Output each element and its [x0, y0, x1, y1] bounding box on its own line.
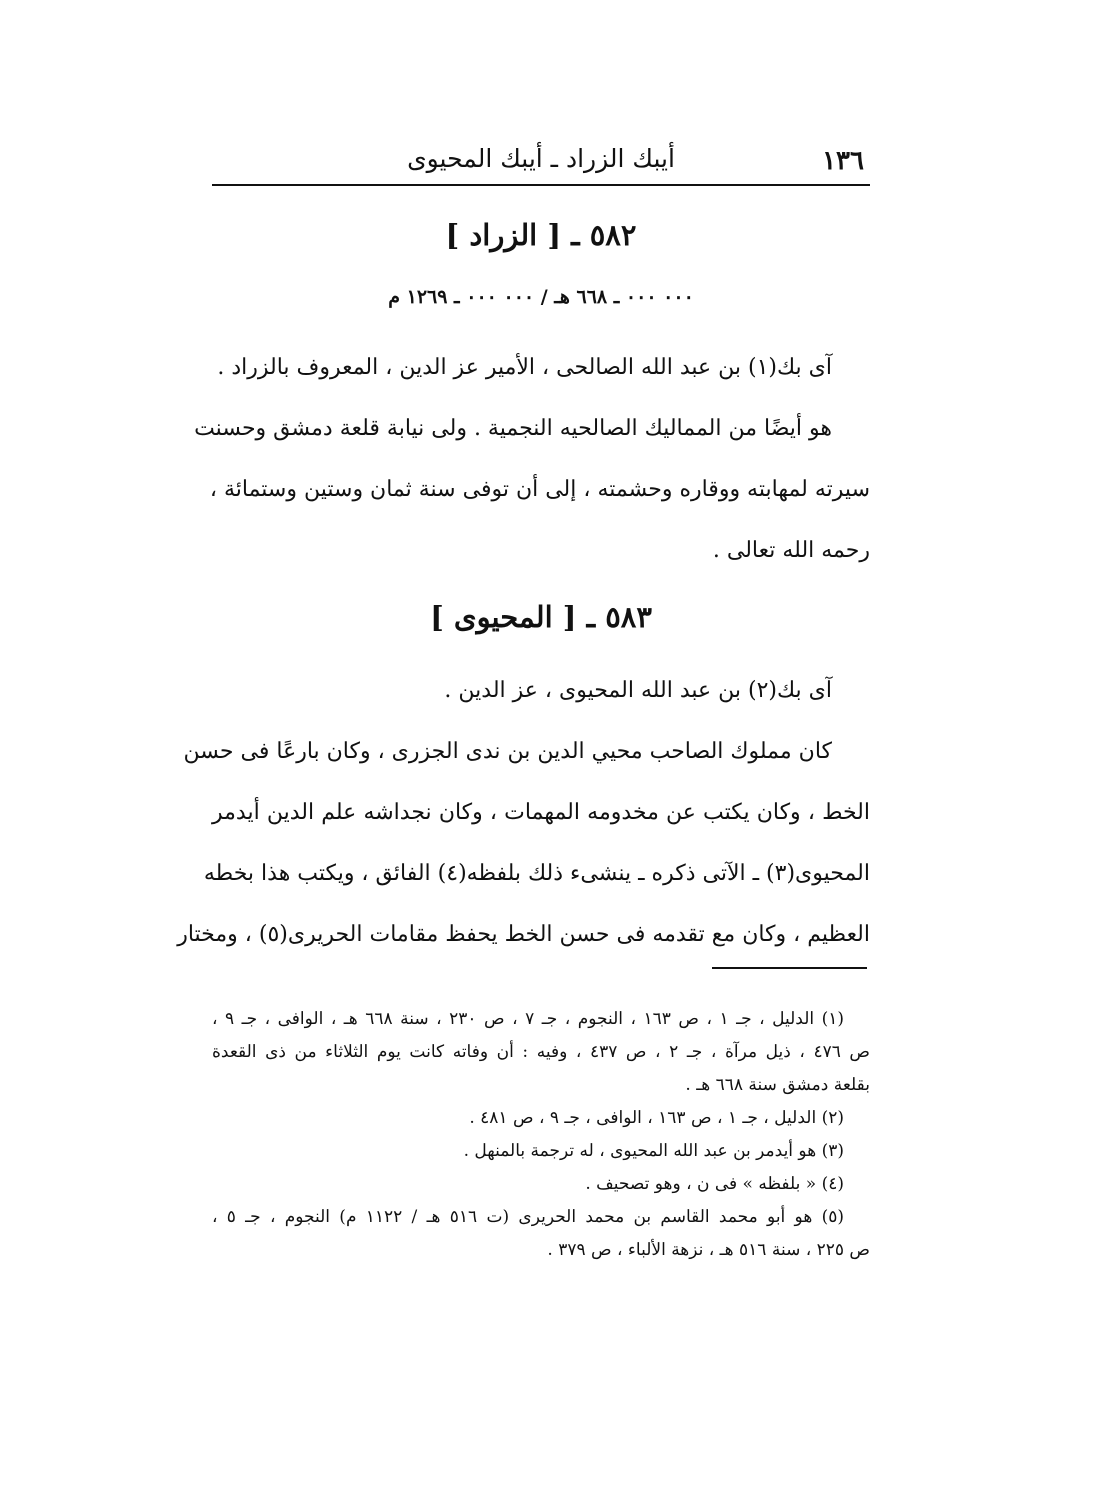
footnote-1-line: (١) الدليل ، جـ ١ ، ص ١٦٣ ، النجوم ، جـ ٧ ، ص ٢٣٠ ، سنة ٦٦٨ هـ ، الوافى ، جـ ٩ ، — [212, 1009, 845, 1029]
footnote-3: (٣) هو أيدمر بن عبد الله المحيوى ، له ترجمة بالمنهل . — [463, 1141, 844, 1161]
footnote-1-line: بقلعة دمشق سنة ٦٦٨ هـ . — [685, 1075, 870, 1095]
entry-583-name-line: آى بك(٢) بن عبد الله المحيوى ، عز الدين . — [444, 678, 832, 703]
entry-583-body-line: الخط ، وكان يكتب عن مخدومه المهمات ، وكان نجداشه علم الدين أيدمر — [212, 800, 870, 825]
footnote-1-line: ص ٤٧٦ ، ذيل مرآة ، جـ ٢ ، ص ٤٣٧ ، وفيه : أن وفاته كانت يوم الثلاثاء من ذى القعدة — [212, 1042, 870, 1062]
entry-583-body-line: العظيم ، وكان مع تقدمه فى حسن الخط يحفظ مقامات الحريرى(٥) ، ومختار — [177, 922, 870, 947]
entry-582-dates: ٠٠٠ ٠٠٠ ـ ٦٦٨ هـ / ٠٠٠ ٠٠٠ ـ ١٢٦٩ م — [388, 286, 694, 308]
running-title: أيبك الزراد ـ أيبك المحيوى — [407, 144, 675, 173]
footnote-5-line: ص ٢٢٥ ، سنة ٥١٦ هـ ، نزهة الألباء ، ص ٣٧٩ . — [547, 1240, 870, 1260]
page-header — [212, 140, 870, 186]
entry-583-title: ٥٨٣ ـ [ المحيوى ] — [430, 600, 652, 634]
entry-582-title: ٥٨٢ ـ [ الزراد ] — [445, 218, 637, 252]
footnote-5-line: (٥) هو أبو محمد القاسم بن محمد الحريرى (ت ٥١٦ هـ / ١١٢٢ م) النجوم ، جـ ٥ ، — [212, 1207, 844, 1227]
entry-582-body-line: سيرته لمهابته ووقاره وحشمته ، إلى أن توفى سنة ثمان وستين وستمائة ، — [209, 477, 870, 502]
footnote-2: (٢) الدليل ، جـ ١ ، ص ١٦٣ ، الوافى ، جـ ٩ ، ص ٤٨١ . — [469, 1108, 844, 1128]
footnote-separator — [712, 967, 867, 969]
page-number: ١٣٦ — [822, 146, 864, 176]
entry-582-name-line: آى بك(١) بن عبد الله الصالحى ، الأمير عز الدين ، المعروف بالزراد . — [217, 355, 832, 380]
entry-583-body-line: كان مملوك الصاحب محيي الدين بن ندى الجزرى ، وكان بارعًا فى حسن — [183, 739, 832, 764]
entry-582-body-line: رحمه الله تعالى . — [712, 538, 870, 563]
entry-583-text — [177, 660, 870, 965]
entry-582-text — [194, 337, 870, 581]
entry-583-body-line: المحيوى(٣) ـ الآتى ذكره ـ ينشىء ذلك بلفظه(٤) الفائق ، ويكتب هذا بخطه — [203, 861, 870, 886]
footnotes — [212, 1003, 870, 1267]
entry-582-body-line: هو أيضًا من المماليك الصالحيه النجمية . ولى نيابة قلعة دمشق وحسنت — [194, 416, 832, 441]
footnote-4: (٤) « بلفظه » فى ن ، وهو تصحيف . — [585, 1174, 844, 1194]
